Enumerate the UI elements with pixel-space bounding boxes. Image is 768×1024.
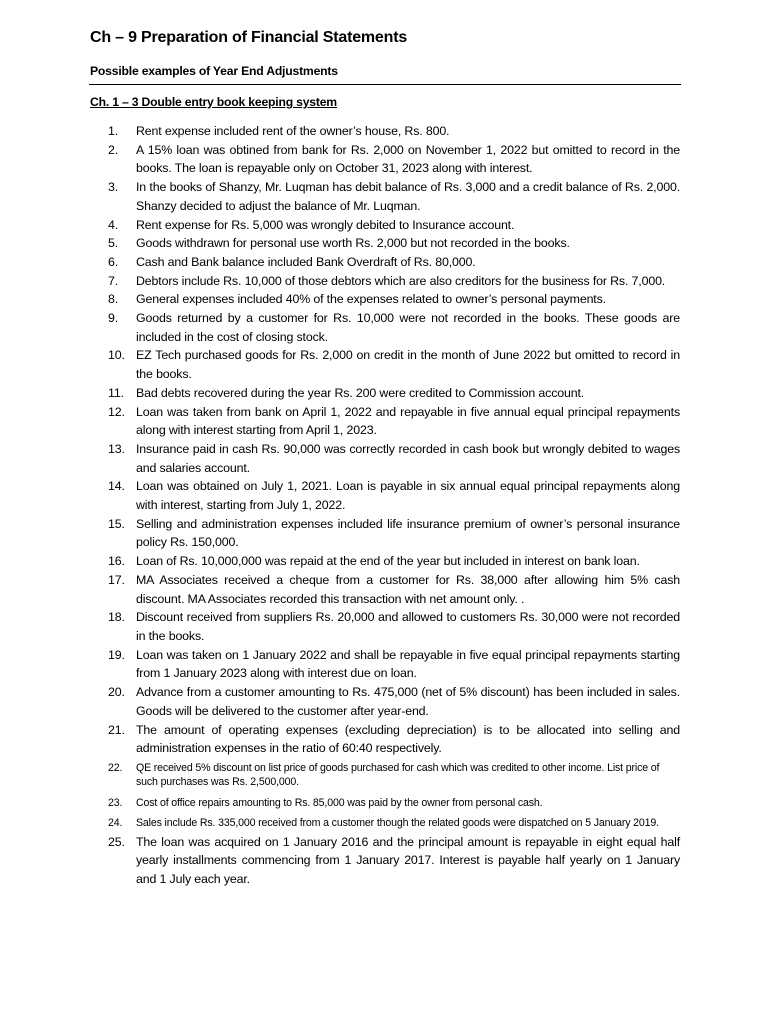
item-number: 18. [108, 610, 125, 625]
list-item [108, 216, 680, 235]
item-text: Loan of Rs. 10,000,000 was repaid at the end of the year but included in interest on bank loan. [136, 554, 640, 569]
item-number: 11. [108, 385, 124, 400]
item-number: 25. [108, 834, 125, 849]
item-number: 24. [108, 817, 123, 830]
document-subtitle: Possible examples of Year End Adjustments [90, 64, 338, 78]
item-text: Sales include Rs. 335,000 received from a customer though the related goods were dispatched on 5 January 2019. [136, 817, 659, 830]
item-text: Insurance paid in cash Rs. 90,000 was correctly recorded in cash book but wrongly debited to wages and salaries account. [136, 441, 680, 475]
item-number: 20. [108, 685, 125, 700]
item-text: Selling and administration expenses included life insurance premium of owner’s personal insurance policy Rs. 150,000. [136, 516, 680, 550]
item-number: 16. [108, 554, 125, 569]
list-item [108, 552, 680, 571]
list-item [108, 646, 680, 683]
adjustments-list [108, 122, 680, 889]
item-number: 15. [108, 516, 125, 531]
item-number: 17. [108, 572, 125, 587]
list-item [108, 403, 680, 440]
item-text: Debtors include Rs. 10,000 of those debtors which are also creditors for the business for Rs. 7,000. [136, 273, 666, 288]
item-text: Advance from a customer amounting to Rs. 475,000 (net of 5% discount) has been included in sales. Goods will be delivered to the customer after year-end. [136, 685, 680, 718]
list-item [108, 571, 680, 608]
list-item [108, 761, 680, 790]
item-text: MA Associates received a cheque from a customer for Rs. 38,000 after allowing him 5% cash discount. MA Associates recorded this transaction with net amount only. . [136, 572, 680, 606]
document-title: Ch – 9 Preparation of Financial Statements [90, 29, 408, 46]
item-text: Goods withdrawn for personal use worth Rs. 2,000 but not recorded in the books. [136, 236, 570, 251]
item-number: 22. [108, 761, 123, 774]
item-text: Rent expense included rent of the owner’s house, Rs. 800. [136, 124, 450, 138]
list-item [108, 721, 680, 758]
item-text: Cash and Bank balance included Bank Overdraft of Rs. 80,000. [136, 254, 476, 269]
list-item [108, 290, 680, 309]
item-number: 12. [108, 404, 125, 419]
item-text: The loan was acquired on 1 January 2016 and the principal amount is repayable in eight equal half yearly installments commencing from 1 January 2017. Interest is payable half yearly on 1 January and 1 July each year. [136, 834, 680, 886]
item-number: 9. [108, 311, 119, 326]
item-text: Rent expense for Rs. 5,000 was wrongly debited to Insurance account. [136, 217, 515, 232]
item-number: 21. [108, 722, 125, 737]
list-item [108, 477, 680, 514]
item-number: 10. [108, 348, 125, 363]
horizontal-rule [89, 84, 681, 85]
list-item [108, 122, 680, 141]
item-number: 6. [108, 254, 119, 269]
list-item [108, 346, 680, 383]
item-text: Cost of office repairs amounting to Rs. 85,000 was paid by the owner from personal cash. [136, 796, 543, 809]
list-item [108, 440, 680, 477]
item-text: In the books of Shanzy, Mr. Luqman has debit balance of Rs. 3,000 and a credit balance of Rs. 2,000. Shanzy decided to adjust the balance of Mr. Luqman. [136, 180, 680, 213]
list-item [108, 515, 680, 552]
item-text: Discount received from suppliers Rs. 20,000 and allowed to customers Rs. 30,000 were not recorded in the books. [136, 610, 680, 643]
item-text: Loan was taken from bank on April 1, 2022 and repayable in five annual equal principal repayments along with interest starting from April 1, 2023. [136, 404, 680, 438]
item-number: 2. [108, 142, 119, 157]
item-number: 1. [108, 124, 119, 138]
item-number: 19. [108, 647, 125, 662]
item-number: 13. [108, 441, 125, 456]
item-text: The amount of operating expenses (excluding depreciation) is to be allocated into selling and administration expenses in the ratio of 60:40 respectively. [136, 722, 680, 756]
item-text: Loan was obtained on July 1, 2021. Loan is payable in six annual equal principal repayments along with interest, starting from July 1, 2022. [136, 479, 680, 513]
list-item [108, 309, 680, 346]
list-item [108, 384, 680, 403]
list-item [108, 608, 680, 645]
item-text: A 15% loan was obtined from bank for Rs. 2,000 on November 1, 2022 but omitted to record in the books. The loan is repayable only on October 31, 2023 along with interest. [136, 142, 680, 176]
list-item [108, 253, 680, 272]
item-number: 7. [108, 273, 119, 288]
item-text: QE received 5% discount on list price of goods purchased for cash which was credited to other income. List price of such purchases was Rs. 2,500,000. [136, 761, 660, 789]
item-text: EZ Tech purchased goods for Rs. 2,000 on credit in the month of June 2022 but omitted to record in the books. [136, 348, 680, 382]
list-item [108, 816, 680, 830]
list-item [108, 272, 680, 291]
item-number: 8. [108, 292, 119, 307]
item-text: Goods returned by a customer for Rs. 10,000 were not recorded in the books. These goods are included in the cost of closing stock. [136, 311, 680, 344]
section-heading: Ch. 1 – 3 Double entry book keeping system [90, 95, 337, 109]
list-item [108, 234, 680, 253]
list-item [108, 178, 680, 215]
item-text: General expenses included 40% of the expenses related to owner’s personal payments. [136, 292, 606, 307]
item-text: Loan was taken on 1 January 2022 and shall be repayable in five equal principal repayments starting from 1 January 2023 along with interest due on loan. [136, 647, 680, 681]
item-number: 4. [108, 217, 119, 232]
list-item [108, 796, 680, 810]
item-number: 3. [108, 180, 119, 195]
list-item [108, 141, 680, 178]
item-number: 23. [108, 796, 123, 809]
item-text: Bad debts recovered during the year Rs. 200 were credited to Commission account. [136, 385, 585, 400]
list-item [108, 833, 680, 889]
item-number: 5. [108, 236, 119, 251]
list-item [108, 683, 680, 720]
item-number: 14. [108, 479, 125, 494]
